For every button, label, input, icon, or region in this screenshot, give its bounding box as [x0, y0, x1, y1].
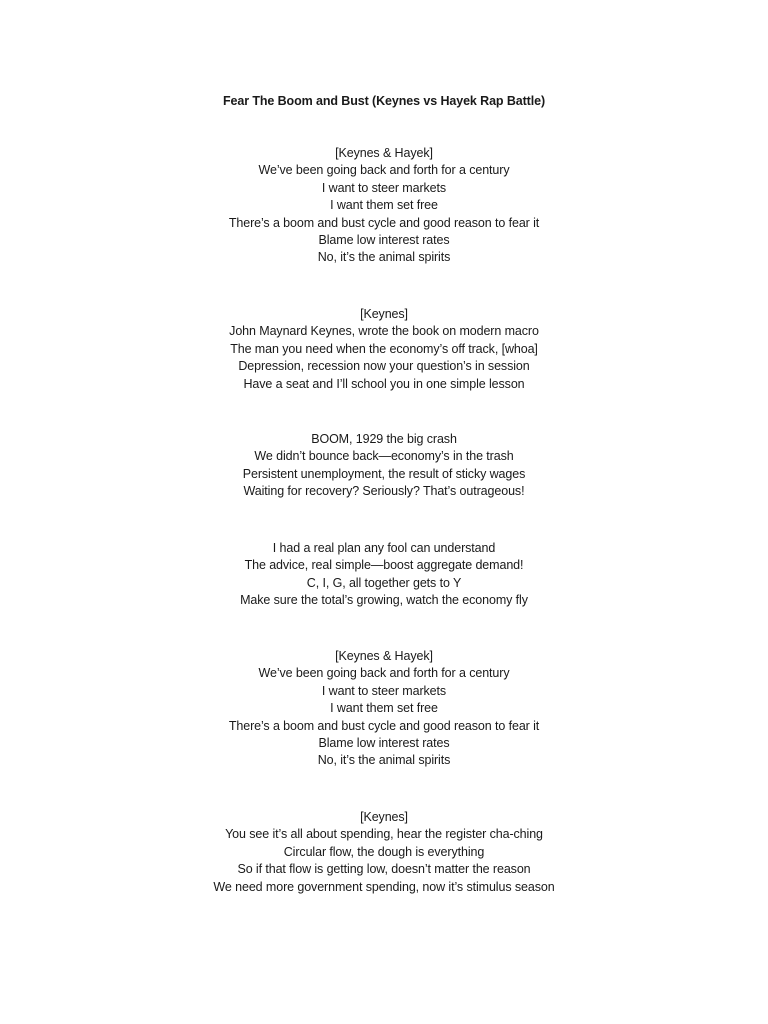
stanza-chorus-1 — [0, 145, 768, 267]
lyric-line: We need more government spending, now it’s stimulus season — [213, 879, 555, 894]
section-label: [Keynes] — [360, 307, 408, 321]
lyric-line: BOOM, 1929 the big crash — [311, 432, 457, 446]
lyric-line: Depression, recession now your question’s in session — [238, 359, 530, 374]
lyric-line: I want them set free — [330, 701, 438, 716]
stanza-keynes-verse-2 — [0, 431, 768, 501]
stanza-chorus-2 — [0, 648, 768, 770]
lyric-line: We’ve been going back and forth for a century — [258, 163, 510, 178]
lyric-line: I want to steer markets — [321, 683, 447, 698]
lyric-line: Circular flow, the dough is everything — [283, 844, 485, 859]
stanza-keynes-verse-3 — [0, 540, 768, 610]
lyric-line: C, I, G, all together gets to Y — [306, 575, 462, 590]
lyric-line: The man you need when the economy’s off track, [whoa] — [230, 341, 538, 356]
section-label: [Keynes & Hayek] — [335, 146, 433, 160]
lyric-line: I want to steer markets — [321, 180, 447, 195]
lyric-line: So if that flow is getting low, doesn’t matter the reason — [237, 862, 531, 877]
lyric-line: We’ve been going back and forth for a century — [258, 666, 510, 681]
stanza-keynes-verse-4 — [0, 809, 768, 896]
lyric-line: I had a real plan any fool can understand — [272, 541, 496, 555]
lyric-line: I want them set free — [330, 198, 438, 213]
lyric-line: You see it’s all about spending, hear the register cha-ching — [225, 827, 543, 842]
lyric-line: John Maynard Keynes, wrote the book on modern macro — [229, 324, 539, 339]
lyric-line: No, it’s the animal spirits — [317, 753, 451, 768]
lyric-line: Waiting for recovery? Seriously? That’s outrageous! — [243, 484, 525, 499]
lyric-line: Make sure the total’s growing, watch the economy fly — [240, 593, 528, 608]
page-title: Fear The Boom and Bust (Keynes vs Hayek Rap Battle) — [222, 94, 546, 108]
stanza-keynes-verse-1 — [0, 306, 768, 393]
section-label: [Keynes] — [360, 810, 408, 824]
lyric-line: There’s a boom and bust cycle and good reason to fear it — [228, 718, 540, 733]
lyric-line: There’s a boom and bust cycle and good reason to fear it — [228, 215, 540, 230]
section-label: [Keynes & Hayek] — [335, 649, 433, 663]
lyric-line: Have a seat and I’ll school you in one simple lesson — [243, 376, 525, 391]
lyric-line: No, it’s the animal spirits — [317, 250, 451, 265]
lyric-line: Blame low interest rates — [318, 233, 450, 248]
lyric-line: The advice, real simple—boost aggregate demand! — [244, 558, 524, 573]
lyric-line: Blame low interest rates — [318, 736, 450, 751]
lyric-line: Persistent unemployment, the result of sticky wages — [242, 466, 526, 481]
lyric-line: We didn’t bounce back—economy’s in the trash — [254, 449, 514, 464]
